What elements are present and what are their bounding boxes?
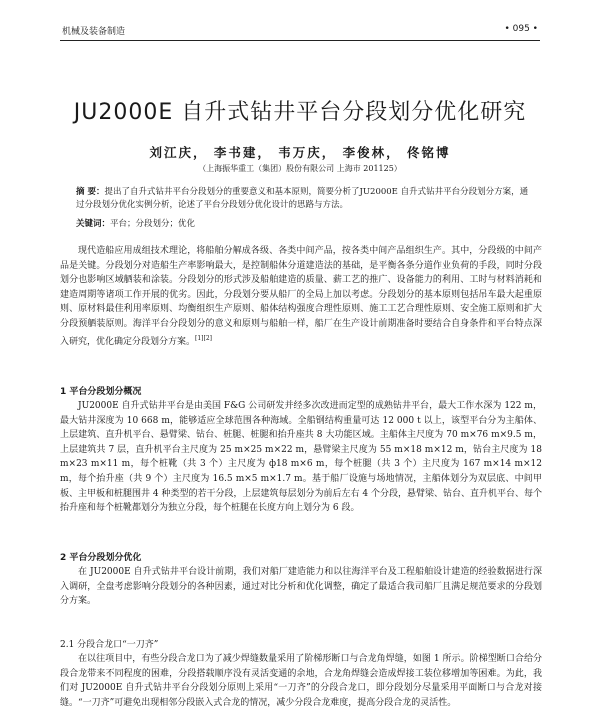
intro-block [60,244,542,349]
page-number: • 095 • [504,24,538,34]
journal-name: 机械及装备制造 [62,27,126,37]
affiliation: （上海振华重工（集团）股份有限公司 上海市 201125） [198,164,402,173]
header-rule [60,40,540,41]
section-2-body [60,565,542,609]
running-header [62,24,538,38]
keywords [76,218,530,231]
section-2-paragraph: 在 JU2000E 自升式钻井平台设计前期，我们对船厂建造能力和以往海洋平台及工程船舶设计建造的经验数据进行深入调研，全盘考虑影响分段划分的各种因素，通过对比分析和优化调整，确定了最适合我司船厂且满足规范要求的分段划分方案。 [60,567,542,607]
author-list: 刘江庆， 李书建， 韦万庆， 李俊林， 佟铭博 [149,145,451,160]
section-2-1-heading: 2.1 分段合龙口“一刀齐” [60,640,159,650]
intro-text: 现代造船应用成组技术理论，将船舶分解成各级、各类中间产品，按各类中间产品组织生产。其中，分段级的中间产品是关键。分段划分对造船生产率影响最大，是控制船体分道建造法的基础，是平衡各条分道作业负荷的手段，同时分段划分也影响区域舾装和涂装。分段划分的形式涉及船舶建造的质量、薪工艺的推广、设备能力的利用、工时与材料消耗和建造周期等诸项工作开展的优劣。因此，分段划分要从船厂的全局上加以考虑。分段划分的基本原则包括吊车最大起重原则、原材料最佳利用率原则、均衡组织生产原则、船体结构强度合理性原则、施工工艺合理性原则、安全施工原则和扩大分段预舾装原则。海洋平台分段划分的意义和原则与船舶一样，船厂在生产设计前期准备时要结合自身条件和平台特点深入研究，优化确定分段划分方案。 [60,246,542,347]
section-2-heading: 2 平台分段划分优化 [60,553,142,563]
intro-citation-2: [2] [203,334,213,342]
paper-title: JU2000E 自升式钻井平台分段划分优化研究 [73,100,527,125]
intro-paragraph [60,244,542,349]
abstract-label: 摘 要： [76,187,105,197]
abstract-text: 提出了自升式钻井平台分段划分的重要意义和基本原则，简要分析了JU2000E 自升式钻井平台分段划分方案，通过分段划分优化实例分析，论述了平台分段划分优化设计的思路与方法。 [76,187,529,210]
section-1-body [60,399,542,516]
keywords-label: 关键词： [76,219,111,229]
section-1-paragraph: JU2000E 自升式钻井平台是由美国 F&G 公司研发并经多次改进而定型的成熟钻井平台，最大工作水深为 122 m，最大钻井深度为 10 668 m，能够适应全球范围各种海域。全船钢结构重量可达 12 000 t 以上，该型平台分为主船体、上层建筑、直升机平台、悬臂梁、钻台、桩腿、桩腿和抬升座共 8 大功能区域。主船体主尺度为 70 m×76 m×9.5 m，上层建筑共 7 层，直升机平台主尺度为 25 m×25 m×22 m，悬臂梁主尺度为 55 m×18 m×12 m，钻台主尺度为 18 m×23 m×11 m，每个桩靴（共 3 个）主尺度为 ф18 m×6 m，每个桩腿（共 3 个）主尺度为 167 m×14 m×12 m，每个抬升座（共 9 个）主尺度为 16.5 m×5 m×1.7 m。基于船厂设施与场地情况，主船体划分为双层底、中间甲板、主甲板和桩腿围井 4 种类型的若干分段，上层建筑每层划分为前后左右 4 个分段，悬臂梁、钻台、直升机平台、每个抬升座和每个桩靴都划分为独立分段，每个桩腿在长度方向上划分为 6 段。 [60,401,542,514]
section-2-1-body [60,652,542,710]
intro-citation-1: [1] [195,334,204,342]
abstract [76,186,530,212]
section-2-1-paragraph: 在以往项目中，有些分段合龙口为了减少焊缝数量采用了阶梯形断口与合龙角焊缝，如图 1 所示。阶梯型断口合给分段合龙带来不同程度的困难，分段搭载顺序没有灵活变通的余地，合龙角焊缝会造成焊接工装位移增加等困难。为此，我们对 JU2000E 自升式钻井平台分段划分原则上采用“一刀齐”的分段合龙口，即分段划分尽量采用平面断口与合龙对接缝。“一刀齐”可避免出现相邻分段嵌入式合龙的情况，减少分段合龙难度，提高分段合龙的灵活性。 [60,654,542,708]
section-1-heading: 1 平台分段划分概况 [60,387,142,397]
keywords-text: 平台；分段划分；优化 [110,219,196,229]
